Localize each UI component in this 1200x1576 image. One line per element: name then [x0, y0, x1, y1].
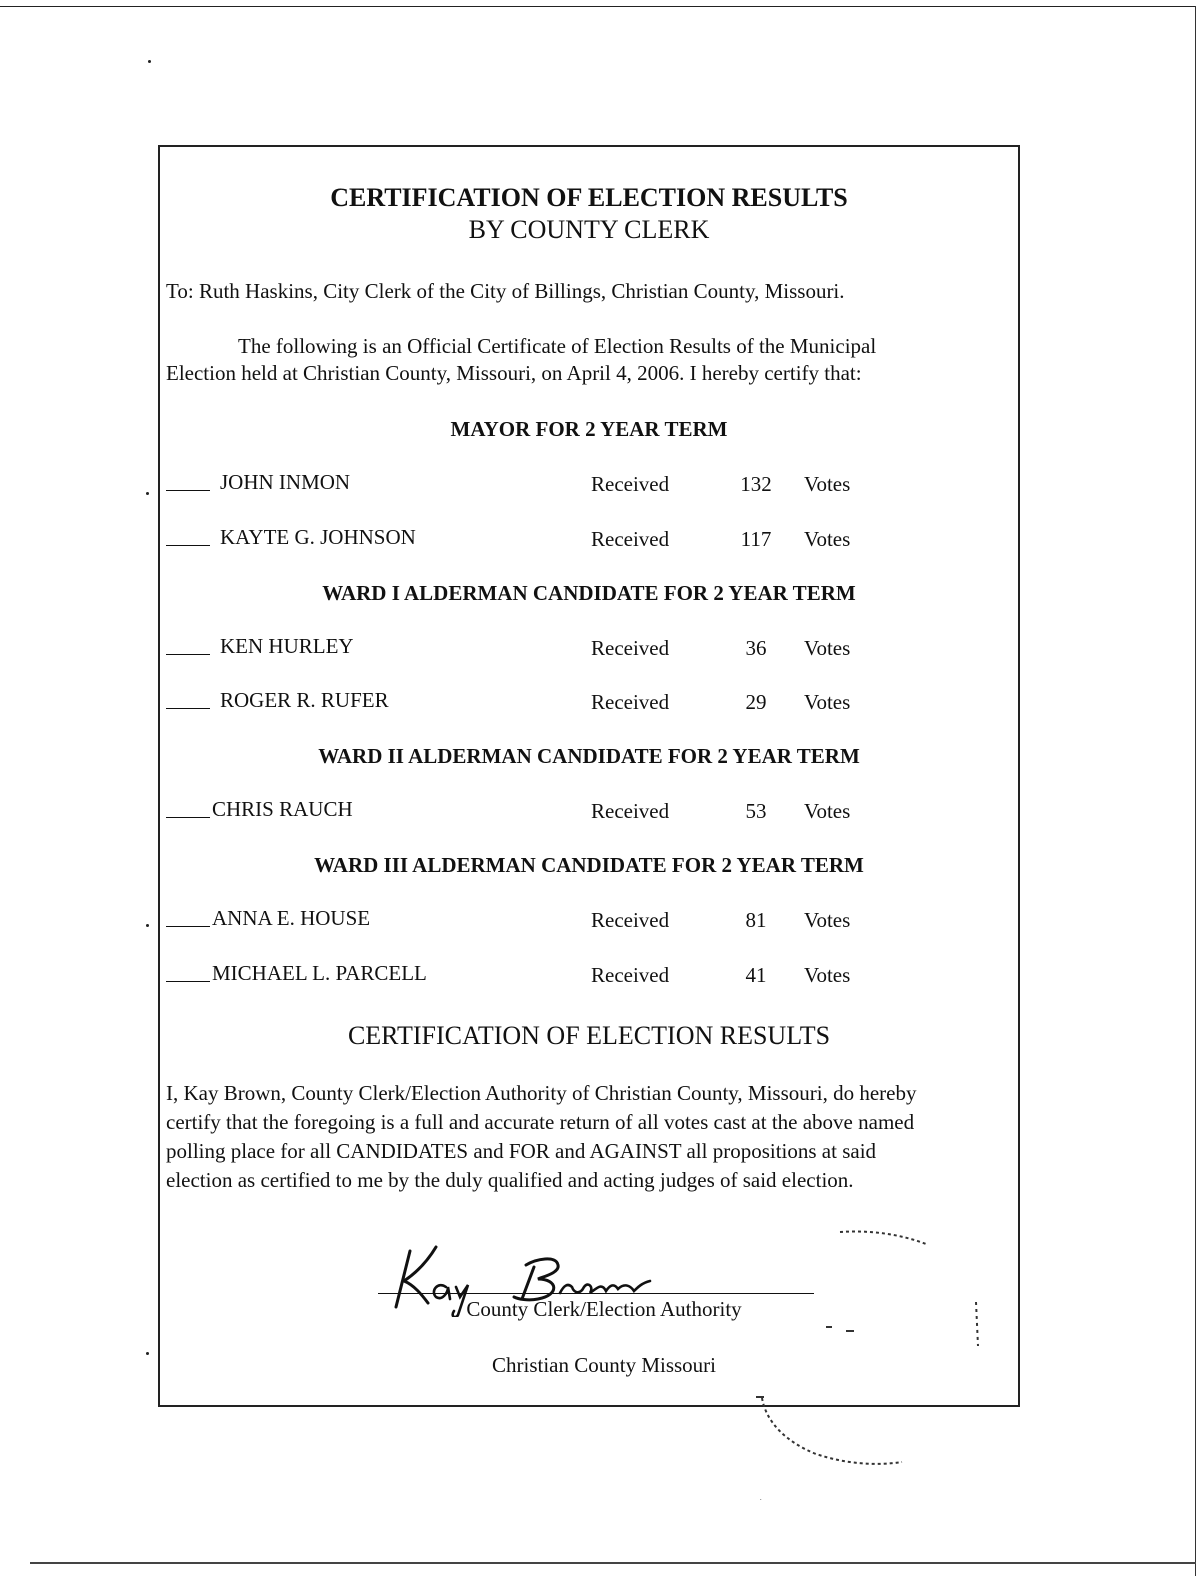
candidate-row [166, 797, 986, 825]
vote-count: 132 [740, 472, 772, 496]
vote-count: 53 [745, 799, 767, 823]
received-label: Received [591, 636, 670, 660]
received-label: Received [591, 527, 670, 551]
signer-role: County Clerk/Election Authority [466, 1297, 742, 1321]
addressee-line: To: Ruth Haskins, City Clerk of the City of Billings, Christian County, Missouri. [166, 279, 845, 303]
race-heading-ward-1: WARD I ALDERMAN CANDIDATE FOR 2 YEAR TERM [322, 581, 856, 605]
vote-count: 36 [745, 636, 767, 660]
mark-blank [166, 545, 210, 546]
received-label: Received [591, 799, 670, 823]
mark-blank [166, 981, 210, 982]
mark-blank [166, 926, 210, 927]
scan-speck [146, 924, 149, 927]
embossed-seal-arc [756, 1392, 916, 1482]
vote-count: 81 [745, 908, 767, 932]
received-label: Received [591, 963, 670, 987]
mark-blank [166, 654, 210, 655]
votes-label: Votes [804, 908, 851, 932]
intro-paragraph [166, 333, 986, 387]
intro-line-1: The following is an Official Certificate of Election Results of the Municipal [238, 334, 877, 358]
candidate-name: JOHN INMON [220, 470, 351, 494]
received-label: Received [591, 908, 670, 932]
embossed-seal-edge [966, 1300, 986, 1350]
candidate-row [166, 470, 986, 498]
votes-label: Votes [804, 472, 851, 496]
signer-county: Christian County Missouri [491, 1353, 717, 1377]
race-heading-ward-2: WARD II ALDERMAN CANDIDATE FOR 2 YEAR TERM [318, 744, 860, 768]
votes-label: Votes [804, 636, 851, 660]
certification-line-2: certify that the foregoing is a full and accurate return of all votes cast at the above named [166, 1110, 915, 1134]
scan-speck [148, 60, 151, 63]
candidate-name: KEN HURLEY [220, 634, 354, 658]
votes-label: Votes [804, 690, 851, 714]
vote-count: 29 [745, 690, 767, 714]
race-heading-ward-3: WARD III ALDERMAN CANDIDATE FOR 2 YEAR TERM [314, 853, 864, 877]
scan-speck [146, 1352, 149, 1355]
vote-count: 117 [740, 527, 772, 551]
candidate-name: CHRIS RAUCH [212, 797, 353, 821]
certification-heading: CERTIFICATION OF ELECTION RESULTS [347, 1021, 831, 1050]
candidate-name: MICHAEL L. PARCELL [212, 961, 427, 985]
intro-line-2: Election held at Christian County, Missouri, on April 4, 2006. I hereby certify that: [166, 361, 862, 385]
candidate-row [166, 961, 986, 989]
candidate-row [166, 688, 986, 716]
scan-edge-right [1195, 6, 1196, 1576]
candidate-row [166, 634, 986, 662]
candidate-row [166, 525, 986, 553]
scan-speck [146, 492, 149, 495]
candidate-name: ANNA E. HOUSE [212, 906, 371, 930]
mark-blank [166, 490, 210, 491]
certification-statement [166, 1079, 1016, 1195]
votes-label: Votes [804, 799, 851, 823]
certificate-subtitle: BY COUNTY CLERK [468, 215, 710, 244]
votes-label: Votes [804, 963, 851, 987]
candidate-name: ROGER R. RUFER [220, 688, 389, 712]
race-heading-mayor: MAYOR FOR 2 YEAR TERM [450, 417, 728, 441]
candidate-row [166, 906, 986, 934]
certification-line-4: election as certified to me by the duly qualified and acting judges of said election. [166, 1168, 854, 1192]
certification-line-3: polling place for all CANDIDATES and FOR and AGAINST all propositions at said [166, 1139, 877, 1163]
certificate-title: CERTIFICATION OF ELECTION RESULTS [330, 183, 848, 212]
candidate-name: KAYTE G. JOHNSON [220, 525, 416, 549]
received-label: Received [591, 472, 670, 496]
scan-edge-top [0, 6, 1196, 7]
mark-blank [166, 708, 210, 709]
vote-count: 41 [745, 963, 767, 987]
votes-label: Votes [804, 527, 851, 551]
scan-edge-bottom [30, 1562, 1196, 1564]
certification-line-1: I, Kay Brown, County Clerk/Election Authority of Christian County, Missouri, do hereby [166, 1081, 917, 1105]
received-label: Received [591, 690, 670, 714]
mark-blank [166, 817, 210, 818]
